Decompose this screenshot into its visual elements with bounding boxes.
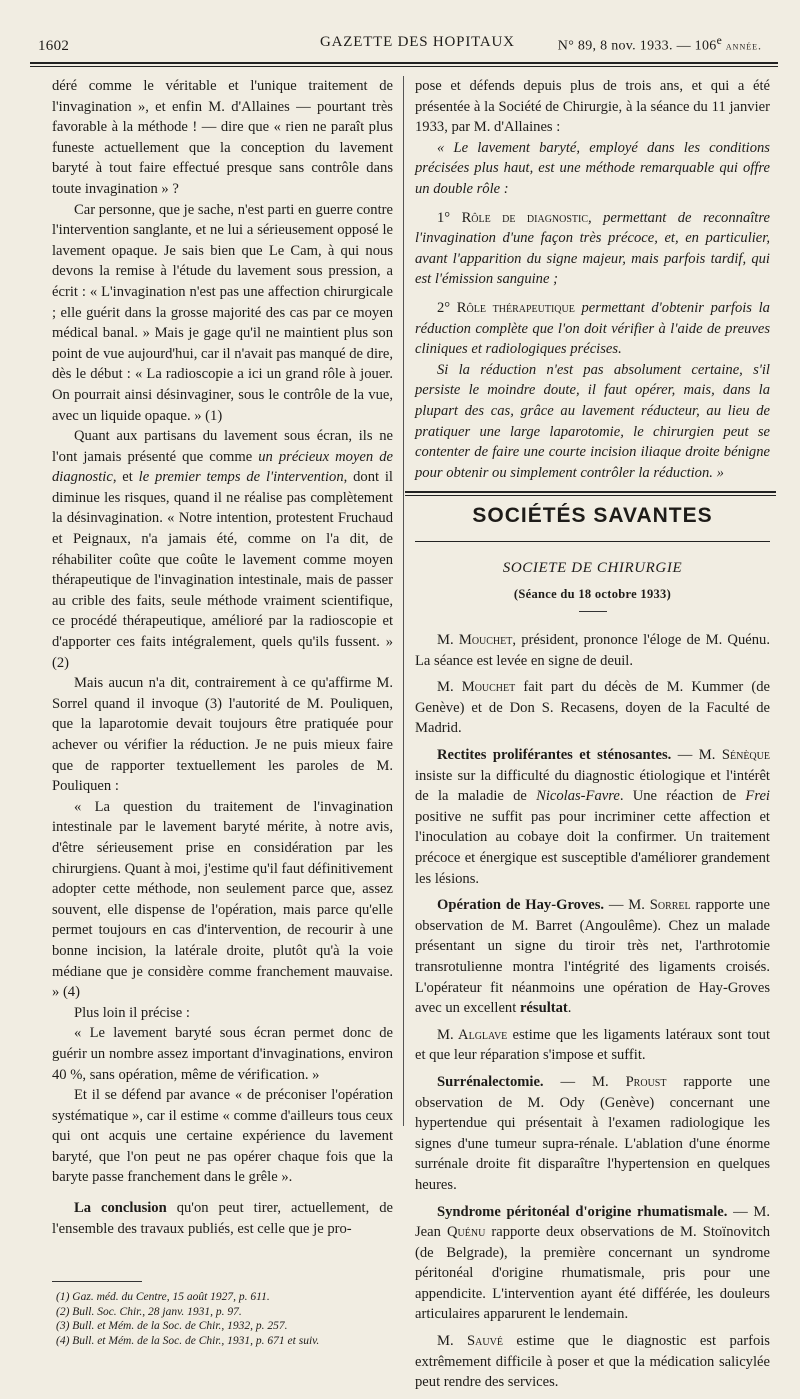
footnote: (3) Bull. et Mém. de la Soc. de Chir., 1932, p. 257.: [56, 1320, 288, 1333]
footnote: (2) Bull. Soc. Chir., 28 janv. 1931, p. 97.: [56, 1305, 242, 1318]
report-paragraph: [415, 677, 770, 739]
short-rule: [579, 611, 607, 612]
footnotes: [52, 1290, 393, 1348]
report-title: Opération de Hay-Groves.: [437, 897, 605, 914]
quote-paragraph: Si la réduction n'est pas absolument certaine, s'il persiste le moindre doute, il faut opérer, mais, dans la plupart des cas, grâce au lavement réducteur, au lieu de pratiquer une large laparotomie, le chirurgien peut se contenter de faire une courte incision iliaque droite bénigne pour obtenir ou simplement contrôler la réduction. »: [415, 361, 770, 481]
paragraph: [52, 1198, 393, 1239]
text-run: — M.: [604, 897, 650, 914]
journal-title: GAZETTE DES HOPITAUX: [320, 34, 515, 50]
society-heading: SOCIETE DE CHIRURGIE: [502, 559, 683, 576]
text-run: , président, prononce l'éloge de M. Quénu. La séance est levée en signe de deuil.: [415, 632, 770, 669]
italic-phrase: Nicolas-Favre: [536, 788, 620, 805]
list-item: [415, 298, 770, 360]
report-paragraph: [415, 895, 770, 1019]
person-name: M. Alglave: [437, 1026, 508, 1043]
text-run: rapporte deux observations de M. Stoïnovitch (de Belgrade), la première concernant un syndrome péritonéal d'origine rhumatismale, pris pour une appendicite. L'intervention ayant été différée, les douleurs articulaires apparurent le lendemain.: [415, 1224, 770, 1323]
column-divider: [403, 76, 404, 1126]
issue-superscript: e: [716, 34, 723, 47]
report-paragraph: [415, 630, 770, 671]
text-run: — M.: [671, 747, 722, 764]
text-run: rapporte une observation de M. Ody (Genève) concernant une hypertendue qui présentait à l'examen radiologique les signes d'une tumeur supra-rénale. L'ablation d'une énorme surrénale droite fit disparaître l'hypertension en quelques heures.: [415, 1073, 770, 1193]
text-run: rapporte une observation de M. Barret (Angoulême). Chez un malade présentant un signe du tiroir très net, l'arthrotomie transrotulienne montra l'intégrité des ligaments croisés. L'opérateur fit néanmoins une opération de Hay-Groves avec un excellent: [415, 897, 770, 1017]
paragraph: [52, 426, 393, 673]
report-paragraph: [415, 1331, 770, 1393]
footnote: (4) Bull. et Mém. de la Soc. de Chir., 1931, p. 671 et suiv.: [56, 1334, 320, 1347]
text-run: , dont il diminue les risques, quand il ne réalise pas complètement la désinvagination. « Notre intention, protestent Fruchaud et Peignaux, n'a jamais été, comme on l'a dit, de réhabiliter coûte que coûte le lavement comme moyen thérapeutique de l'invagination intestinale, mais de passer au crible des faits, seule méthode vraiment scientifique, ce procédé thérapeutique, amélioré par la radioscopie et d'apporter ces faits intégralement, quels qu'ils fussent. » (2): [52, 469, 393, 671]
list-item: [415, 208, 770, 290]
italic-phrase: le premier temps de l'intervention: [138, 469, 344, 486]
right-column: [415, 76, 770, 1399]
paragraph: Mais aucun n'a dit, contrairement à ce qu'affirme M. Sorrel quand il invoque (3) l'autorité de M. Pouliquen, que la laparotomie devait toujours être pratiquée pour achever ou vérifier la réduction. Je ne puis mieux faire que de rapporter textuellement les paroles de M. Pouliquen :: [52, 675, 393, 795]
issue-info: [558, 34, 762, 55]
report-paragraph: [415, 1025, 770, 1066]
paragraph: pose et défends depuis plus de trois ans, et qui a été présentée à la Société de Chirurgie, à la séance du 11 janvier 1933, par M. d'Allaines :: [415, 78, 770, 136]
person-name: Sorrel: [649, 897, 691, 914]
footnote: (1) Gaz. méd. du Centre, 15 août 1927, p. 611.: [56, 1291, 270, 1304]
paragraph: Et il se défend par avance « de préconiser l'opération systématique », car il estime « comme d'ailleurs tous ceux qui ont acquis une certaine expérience du lavement baryté, que l'on peut ne pas opérer chaque fois que la baryte passe franchement dans le grêle ».: [52, 1087, 393, 1186]
text-run: qu'on peut tirer, actuellement, de l'ensemble des travaux publiés, est celle que je pro-: [52, 1200, 393, 1237]
italic-phrase: Frei: [745, 788, 770, 805]
person-name: Sénèque: [721, 747, 770, 764]
text-run: — M. Jean: [415, 1203, 770, 1241]
text-run: permettant d'obtenir parfois la réduction complète que l'on doit vérifier à l'aide de preuves cliniques et radiologiques précises.: [415, 299, 770, 358]
footnote-rule: [52, 1281, 142, 1282]
issue-number-date: N° 89, 8 nov. 1933. — 106: [557, 38, 717, 54]
left-column: [52, 76, 393, 1348]
text-run: estime que les ligaments latéraux sont tout et que leur réparation s'impose et suffit.: [415, 1026, 771, 1064]
paragraph: Plus loin il précise :: [74, 1004, 190, 1021]
report-paragraph: [415, 745, 770, 889]
page-number: 1602: [38, 38, 70, 54]
list-number: 1°: [437, 209, 462, 226]
person-name: Proust: [625, 1073, 667, 1090]
report-paragraph: [415, 1072, 770, 1196]
person-name: M. Mouchet: [437, 679, 516, 696]
header-rule: [30, 62, 778, 67]
issue-annee: année.: [725, 38, 762, 53]
role-label: Rôle thérapeutique: [456, 299, 575, 316]
text-run: — M.: [543, 1073, 626, 1090]
text-run: fait part du décès de M. Kummer (de Genève) et de Don S. Recasens, doyen de la Faculté de Madrid.: [415, 679, 770, 737]
list-number: 2°: [437, 299, 457, 316]
bold-phrase: La conclusion: [74, 1200, 167, 1217]
italic-phrase: un précieux moyen de diagnostic: [52, 448, 393, 486]
running-header: [30, 26, 772, 60]
section-rule: [405, 491, 776, 496]
section-title: SOCIÉTÉS SAVANTES: [472, 504, 713, 528]
person-name: M. Mouchet: [437, 632, 513, 649]
person-name: Quénu: [446, 1224, 486, 1241]
section-rule: [415, 541, 770, 542]
quote-paragraph: « Le lavement baryté sous écran permet donc de guérir un nombre assez important d'invaginations, environ 40 %, sans opération, même de vérification. »: [52, 1025, 393, 1083]
text-run: . Une réaction de: [619, 788, 746, 805]
report-paragraph: [415, 1202, 770, 1326]
report-title: Surrénalectomie.: [437, 1073, 544, 1090]
text-run: Quant aux partisans du lavement sous écran, ils ne l'ont jamais présenté que comme: [52, 428, 393, 465]
quote-paragraph: « La question du traitement de l'invagination intestinale par le lavement baryté mérite, à notre avis, d'être sérieusement prise en considération par les chirurgiens. Quant à moi, j'estime qu'il faut définitivement adopter cette méthode, non seulement parce que, assez souvent, elle dispense de l'opération, mais parce qu'elle permet toujours en cas d'intervention, de recourir à une bonne incision, la latérale droite, plutôt qu'à la voie médiane que je considère comme franchement mauvaise. » (4): [52, 798, 393, 1001]
text-run: , et: [112, 469, 139, 486]
text-run: , permettant de reconnaître l'invagination d'une façon très précoce, et, en particulier, avant l'apparition du signe majeur, mais parfois tardif, qui est l'émission sanguine ;: [415, 209, 770, 288]
bold-phrase: résultat: [519, 1000, 568, 1017]
paragraph: Car personne, que je sache, n'est parti en guerre contre l'intervention sanglante, et ne lui a sérieusement opposé le lavement opaque. Je sais bien que Le Cam, à qui nous devons la remise à l'étude du lavement sous pression, a écrit : « L'invagination n'est pas une affection chirurgicale ; elle guérit dans la grosse majorité des cas par ce moyen médical banal. » Mais je gage qu'il ne maintient plus son point de vue aujourd'hui, car il n'avait pas manqué de dire, dès le début : « La radioscopie a ici un grand rôle à jouer. On pourrait ainsi désinvaginer, sous le contrôle de la vue, avec un liquide opaque. » (1): [52, 201, 393, 424]
report-title: Rectites proliférantes et sténosantes.: [437, 747, 672, 764]
text-run: insiste sur la difficulté du diagnostic étiologique et l'intérêt de la maladie de: [415, 767, 770, 805]
text-run: estime que le diagnostic est parfois extrêmement difficile à poser et que la médication salicylée peut rendre des services.: [415, 1333, 770, 1391]
paragraph: déré comme le véritable et l'unique traitement de l'invagination », et enfin M. d'Allaines — pourtant très favorable à la méthode ! — dire que « rien ne paraît plus funeste actuellement que la conception du lavement baryté à tout faire effectué presque sans contrôle dans toute invagination » ?: [52, 78, 393, 197]
text-run: .: [567, 1000, 572, 1017]
role-label: Rôle de diagnostic: [461, 209, 589, 226]
text-run: positive ne suffit pas pour incriminer cette affection et l'inoculation au cobaye doit la confirmer. Un traitement précoce et énergique est susceptible d'améliorer grandement les lésions.: [415, 808, 770, 887]
quote-paragraph: « Le lavement baryté, employé dans les conditions précisées plus haut, est une méthode remarquable qui offre un double rôle :: [415, 139, 770, 197]
person-name: M. Sauvé: [437, 1333, 503, 1350]
report-title: Syndrome péritonéal d'origine rhumatismale.: [437, 1203, 728, 1220]
session-date: (Séance du 18 octobre 1933): [513, 587, 672, 602]
